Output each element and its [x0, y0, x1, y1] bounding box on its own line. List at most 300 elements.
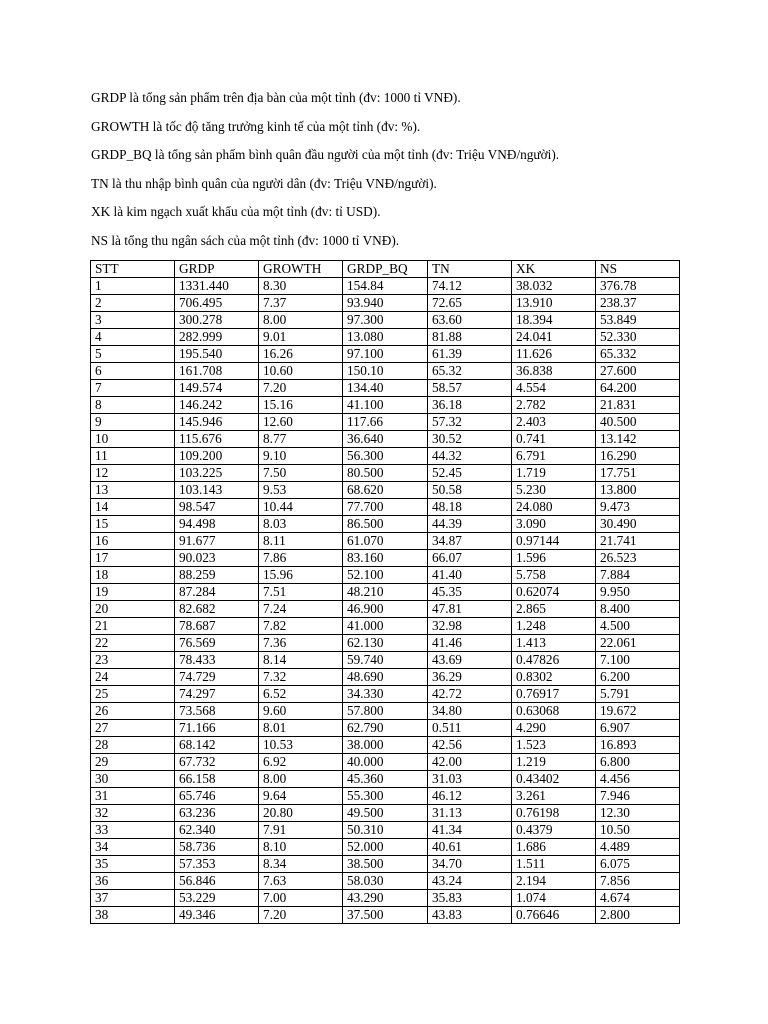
- cell-xk: 1.596: [512, 550, 596, 567]
- cell-stt: 29: [91, 754, 175, 771]
- table-row: [91, 907, 680, 924]
- table-row: [91, 635, 680, 652]
- cell-ns: 65.332: [596, 346, 680, 363]
- cell-grdp: 146.242: [175, 397, 259, 414]
- cell-growth: 7.91: [259, 822, 343, 839]
- cell-grdp-bq: 97.100: [343, 346, 428, 363]
- cell-tn: 30.52: [428, 431, 512, 448]
- table-row: [91, 788, 680, 805]
- table-row: [91, 618, 680, 635]
- cell-growth: 20.80: [259, 805, 343, 822]
- table-row: [91, 567, 680, 584]
- cell-ns: 53.849: [596, 312, 680, 329]
- cell-stt: 37: [91, 890, 175, 907]
- cell-tn: 42.00: [428, 754, 512, 771]
- cell-growth: 8.10: [259, 839, 343, 856]
- cell-grdp-bq: 83.160: [343, 550, 428, 567]
- table-row: [91, 686, 680, 703]
- cell-xk: 0.47826: [512, 652, 596, 669]
- cell-grdp: 58.736: [175, 839, 259, 856]
- cell-grdp: 109.200: [175, 448, 259, 465]
- cell-stt: 16: [91, 533, 175, 550]
- cell-grdp-bq: 49.500: [343, 805, 428, 822]
- cell-grdp: 103.225: [175, 465, 259, 482]
- cell-tn: 0.511: [428, 720, 512, 737]
- cell-grdp: 68.142: [175, 737, 259, 754]
- cell-tn: 52.45: [428, 465, 512, 482]
- header-grdp: GRDP: [175, 261, 259, 278]
- definition-grdp: GRDP là tổng sản phẩm trên địa bàn của một tỉnh (đv: 1000 tỉ VNĐ).: [91, 90, 461, 105]
- table-row: [91, 703, 680, 720]
- cell-xk: 38.032: [512, 278, 596, 295]
- cell-growth: 7.36: [259, 635, 343, 652]
- cell-grdp-bq: 77.700: [343, 499, 428, 516]
- table-row: [91, 601, 680, 618]
- cell-grdp: 161.708: [175, 363, 259, 380]
- cell-stt: 34: [91, 839, 175, 856]
- cell-ns: 6.200: [596, 669, 680, 686]
- table-row: [91, 499, 680, 516]
- cell-growth: 9.53: [259, 482, 343, 499]
- table-row: [91, 754, 680, 771]
- cell-growth: 9.01: [259, 329, 343, 346]
- cell-xk: 3.090: [512, 516, 596, 533]
- cell-grdp-bq: 43.290: [343, 890, 428, 907]
- cell-grdp-bq: 38.000: [343, 737, 428, 754]
- cell-ns: 6.800: [596, 754, 680, 771]
- cell-grdp: 282.999: [175, 329, 259, 346]
- cell-tn: 31.03: [428, 771, 512, 788]
- cell-growth: 7.37: [259, 295, 343, 312]
- cell-stt: 6: [91, 363, 175, 380]
- cell-grdp-bq: 117.66: [343, 414, 428, 431]
- cell-grdp: 78.687: [175, 618, 259, 635]
- cell-tn: 61.39: [428, 346, 512, 363]
- cell-growth: 12.60: [259, 414, 343, 431]
- cell-stt: 4: [91, 329, 175, 346]
- cell-grdp-bq: 46.900: [343, 601, 428, 618]
- table-row: [91, 482, 680, 499]
- table-row: [91, 278, 680, 295]
- header-tn: TN: [428, 261, 512, 278]
- cell-ns: 16.290: [596, 448, 680, 465]
- cell-ns: 19.672: [596, 703, 680, 720]
- cell-tn: 44.39: [428, 516, 512, 533]
- cell-stt: 1: [91, 278, 175, 295]
- table-row: [91, 669, 680, 686]
- cell-grdp: 74.729: [175, 669, 259, 686]
- cell-growth: 8.00: [259, 771, 343, 788]
- cell-grdp: 57.353: [175, 856, 259, 873]
- cell-grdp: 53.229: [175, 890, 259, 907]
- cell-xk: 24.080: [512, 499, 596, 516]
- cell-ns: 6.075: [596, 856, 680, 873]
- cell-grdp-bq: 58.030: [343, 873, 428, 890]
- definition-tn: TN là thu nhập bình quân của người dân (đv: Triệu VNĐ/người).: [91, 175, 437, 191]
- cell-stt: 36: [91, 873, 175, 890]
- table-row: [91, 873, 680, 890]
- cell-ns: 8.400: [596, 601, 680, 618]
- cell-grdp: 65.746: [175, 788, 259, 805]
- cell-grdp: 56.846: [175, 873, 259, 890]
- cell-growth: 7.32: [259, 669, 343, 686]
- cell-grdp-bq: 154.84: [343, 278, 428, 295]
- cell-grdp: 98.547: [175, 499, 259, 516]
- cell-growth: 16.26: [259, 346, 343, 363]
- cell-grdp-bq: 34.330: [343, 686, 428, 703]
- cell-tn: 47.81: [428, 601, 512, 618]
- cell-ns: 21.741: [596, 533, 680, 550]
- cell-growth: 8.03: [259, 516, 343, 533]
- cell-grdp: 145.946: [175, 414, 259, 431]
- cell-stt: 18: [91, 567, 175, 584]
- cell-grdp: 706.495: [175, 295, 259, 312]
- cell-grdp-bq: 59.740: [343, 652, 428, 669]
- table-row: [91, 533, 680, 550]
- cell-xk: 1.413: [512, 635, 596, 652]
- cell-ns: 30.490: [596, 516, 680, 533]
- cell-grdp: 88.259: [175, 567, 259, 584]
- cell-tn: 43.83: [428, 907, 512, 924]
- cell-tn: 58.57: [428, 380, 512, 397]
- cell-xk: 1.523: [512, 737, 596, 754]
- header-xk: XK: [512, 261, 596, 278]
- cell-tn: 44.32: [428, 448, 512, 465]
- cell-xk: 0.76198: [512, 805, 596, 822]
- cell-ns: 238.37: [596, 295, 680, 312]
- cell-grdp: 73.568: [175, 703, 259, 720]
- cell-ns: 12.30: [596, 805, 680, 822]
- cell-grdp-bq: 134.40: [343, 380, 428, 397]
- table-header: [91, 261, 680, 278]
- cell-stt: 35: [91, 856, 175, 873]
- table-row: [91, 652, 680, 669]
- cell-ns: 4.674: [596, 890, 680, 907]
- cell-growth: 8.14: [259, 652, 343, 669]
- cell-grdp-bq: 62.790: [343, 720, 428, 737]
- cell-ns: 10.50: [596, 822, 680, 839]
- cell-growth: 7.20: [259, 380, 343, 397]
- cell-tn: 63.60: [428, 312, 512, 329]
- cell-xk: 3.261: [512, 788, 596, 805]
- cell-tn: 41.46: [428, 635, 512, 652]
- cell-tn: 42.56: [428, 737, 512, 754]
- cell-stt: 27: [91, 720, 175, 737]
- definition-growth: GROWTH là tốc độ tăng trưởng kinh tế của một tỉnh (đv: %).: [91, 118, 421, 134]
- cell-tn: 50.58: [428, 482, 512, 499]
- cell-grdp: 90.023: [175, 550, 259, 567]
- cell-grdp-bq: 36.640: [343, 431, 428, 448]
- cell-growth: 9.10: [259, 448, 343, 465]
- cell-tn: 57.32: [428, 414, 512, 431]
- cell-tn: 32.98: [428, 618, 512, 635]
- cell-grdp-bq: 57.800: [343, 703, 428, 720]
- cell-stt: 13: [91, 482, 175, 499]
- table-row: [91, 465, 680, 482]
- cell-stt: 22: [91, 635, 175, 652]
- cell-grdp-bq: 55.300: [343, 788, 428, 805]
- cell-growth: 7.82: [259, 618, 343, 635]
- cell-grdp-bq: 93.940: [343, 295, 428, 312]
- cell-grdp: 74.297: [175, 686, 259, 703]
- cell-xk: 13.910: [512, 295, 596, 312]
- cell-tn: 34.70: [428, 856, 512, 873]
- cell-growth: 7.51: [259, 584, 343, 601]
- cell-ns: 376.78: [596, 278, 680, 295]
- cell-stt: 12: [91, 465, 175, 482]
- cell-grdp: 62.340: [175, 822, 259, 839]
- cell-xk: 1.511: [512, 856, 596, 873]
- table-row: [91, 737, 680, 754]
- cell-growth: 7.86: [259, 550, 343, 567]
- cell-grdp: 103.143: [175, 482, 259, 499]
- definition-ns: NS là tổng thu ngân sách của một tỉnh (đv: 1000 tỉ VNĐ).: [91, 232, 400, 248]
- cell-ns: 52.330: [596, 329, 680, 346]
- cell-ns: 7.884: [596, 567, 680, 584]
- cell-tn: 40.61: [428, 839, 512, 856]
- cell-growth: 10.44: [259, 499, 343, 516]
- table-row: [91, 380, 680, 397]
- cell-xk: 6.791: [512, 448, 596, 465]
- cell-growth: 8.11: [259, 533, 343, 550]
- cell-grdp: 71.166: [175, 720, 259, 737]
- cell-growth: 9.60: [259, 703, 343, 720]
- cell-grdp: 87.284: [175, 584, 259, 601]
- cell-xk: 36.838: [512, 363, 596, 380]
- cell-grdp: 76.569: [175, 635, 259, 652]
- cell-ns: 4.456: [596, 771, 680, 788]
- cell-ns: 17.751: [596, 465, 680, 482]
- cell-xk: 24.041: [512, 329, 596, 346]
- cell-stt: 10: [91, 431, 175, 448]
- cell-growth: 7.00: [259, 890, 343, 907]
- cell-grdp: 300.278: [175, 312, 259, 329]
- cell-xk: 1.719: [512, 465, 596, 482]
- cell-stt: 14: [91, 499, 175, 516]
- cell-stt: 2: [91, 295, 175, 312]
- cell-ns: 7.856: [596, 873, 680, 890]
- cell-xk: 5.230: [512, 482, 596, 499]
- cell-tn: 45.35: [428, 584, 512, 601]
- cell-ns: 9.473: [596, 499, 680, 516]
- table-row: [91, 431, 680, 448]
- header-ns: NS: [596, 261, 680, 278]
- cell-xk: 0.62074: [512, 584, 596, 601]
- table-row: [91, 720, 680, 737]
- cell-tn: 36.29: [428, 669, 512, 686]
- cell-stt: 25: [91, 686, 175, 703]
- table-row: [91, 414, 680, 431]
- cell-tn: 43.69: [428, 652, 512, 669]
- cell-grdp-bq: 80.500: [343, 465, 428, 482]
- cell-stt: 28: [91, 737, 175, 754]
- cell-ns: 7.100: [596, 652, 680, 669]
- header-grdp-bq: GRDP_BQ: [343, 261, 428, 278]
- cell-tn: 81.88: [428, 329, 512, 346]
- table-row: [91, 856, 680, 873]
- cell-ns: 2.800: [596, 907, 680, 924]
- cell-grdp: 78.433: [175, 652, 259, 669]
- cell-xk: 4.554: [512, 380, 596, 397]
- cell-ns: 13.800: [596, 482, 680, 499]
- cell-tn: 36.18: [428, 397, 512, 414]
- cell-tn: 65.32: [428, 363, 512, 380]
- cell-ns: 13.142: [596, 431, 680, 448]
- cell-grdp-bq: 52.000: [343, 839, 428, 856]
- cell-growth: 6.52: [259, 686, 343, 703]
- cell-ns: 21.831: [596, 397, 680, 414]
- cell-tn: 46.12: [428, 788, 512, 805]
- table-row: [91, 890, 680, 907]
- cell-growth: 7.63: [259, 873, 343, 890]
- cell-tn: 72.65: [428, 295, 512, 312]
- table-row: [91, 839, 680, 856]
- header-row: [91, 261, 680, 278]
- cell-stt: 17: [91, 550, 175, 567]
- cell-ns: 4.489: [596, 839, 680, 856]
- cell-tn: 42.72: [428, 686, 512, 703]
- cell-stt: 23: [91, 652, 175, 669]
- cell-xk: 11.626: [512, 346, 596, 363]
- cell-xk: 18.394: [512, 312, 596, 329]
- cell-grdp: 63.236: [175, 805, 259, 822]
- cell-grdp-bq: 41.100: [343, 397, 428, 414]
- cell-xk: 0.741: [512, 431, 596, 448]
- table-row: [91, 397, 680, 414]
- data-table: [90, 260, 680, 924]
- cell-xk: 0.76646: [512, 907, 596, 924]
- cell-xk: 2.782: [512, 397, 596, 414]
- cell-xk: 4.290: [512, 720, 596, 737]
- cell-tn: 74.12: [428, 278, 512, 295]
- table-row: [91, 822, 680, 839]
- cell-stt: 31: [91, 788, 175, 805]
- table-row: [91, 516, 680, 533]
- cell-stt: 19: [91, 584, 175, 601]
- cell-grdp: 149.574: [175, 380, 259, 397]
- cell-xk: 1.074: [512, 890, 596, 907]
- cell-stt: 20: [91, 601, 175, 618]
- table-row: [91, 312, 680, 329]
- cell-grdp-bq: 48.210: [343, 584, 428, 601]
- cell-xk: 0.97144: [512, 533, 596, 550]
- cell-grdp-bq: 45.360: [343, 771, 428, 788]
- cell-growth: 8.30: [259, 278, 343, 295]
- cell-grdp-bq: 41.000: [343, 618, 428, 635]
- cell-ns: 22.061: [596, 635, 680, 652]
- cell-ns: 40.500: [596, 414, 680, 431]
- cell-growth: 7.50: [259, 465, 343, 482]
- cell-growth: 15.16: [259, 397, 343, 414]
- cell-tn: 48.18: [428, 499, 512, 516]
- cell-ns: 27.600: [596, 363, 680, 380]
- cell-growth: 7.20: [259, 907, 343, 924]
- cell-growth: 8.77: [259, 431, 343, 448]
- cell-xk: 2.194: [512, 873, 596, 890]
- table-row: [91, 550, 680, 567]
- cell-grdp: 49.346: [175, 907, 259, 924]
- cell-xk: 1.686: [512, 839, 596, 856]
- header-stt: STT: [91, 261, 175, 278]
- table-row: [91, 584, 680, 601]
- cell-grdp-bq: 150.10: [343, 363, 428, 380]
- cell-grdp-bq: 13.080: [343, 329, 428, 346]
- variable-definitions: [91, 90, 731, 261]
- cell-tn: 41.34: [428, 822, 512, 839]
- cell-stt: 7: [91, 380, 175, 397]
- cell-grdp: 115.676: [175, 431, 259, 448]
- cell-grdp-bq: 38.500: [343, 856, 428, 873]
- cell-xk: 1.219: [512, 754, 596, 771]
- cell-grdp: 195.540: [175, 346, 259, 363]
- header-growth: GROWTH: [259, 261, 343, 278]
- cell-stt: 21: [91, 618, 175, 635]
- cell-growth: 10.53: [259, 737, 343, 754]
- cell-grdp: 66.158: [175, 771, 259, 788]
- cell-xk: 0.8302: [512, 669, 596, 686]
- cell-grdp-bq: 50.310: [343, 822, 428, 839]
- cell-tn: 34.80: [428, 703, 512, 720]
- cell-growth: 15.96: [259, 567, 343, 584]
- cell-grdp-bq: 40.000: [343, 754, 428, 771]
- table-body: [91, 278, 680, 924]
- cell-stt: 8: [91, 397, 175, 414]
- cell-stt: 38: [91, 907, 175, 924]
- definition-grdp-bq: GRDP_BQ là tổng sản phẩm bình quân đầu người của một tỉnh (đv: Triệu VNĐ/người).: [91, 147, 560, 162]
- cell-stt: 5: [91, 346, 175, 363]
- cell-ns: 9.950: [596, 584, 680, 601]
- cell-growth: 8.34: [259, 856, 343, 873]
- cell-tn: 34.87: [428, 533, 512, 550]
- cell-growth: 7.24: [259, 601, 343, 618]
- cell-growth: 9.64: [259, 788, 343, 805]
- cell-stt: 24: [91, 669, 175, 686]
- cell-xk: 2.403: [512, 414, 596, 431]
- cell-growth: 8.00: [259, 312, 343, 329]
- cell-tn: 66.07: [428, 550, 512, 567]
- table-row: [91, 295, 680, 312]
- cell-grdp-bq: 68.620: [343, 482, 428, 499]
- cell-xk: 1.248: [512, 618, 596, 635]
- cell-grdp-bq: 62.130: [343, 635, 428, 652]
- cell-grdp-bq: 86.500: [343, 516, 428, 533]
- cell-stt: 15: [91, 516, 175, 533]
- cell-stt: 33: [91, 822, 175, 839]
- cell-xk: 0.4379: [512, 822, 596, 839]
- cell-xk: 0.43402: [512, 771, 596, 788]
- cell-xk: 0.63068: [512, 703, 596, 720]
- cell-growth: 6.92: [259, 754, 343, 771]
- cell-grdp: 67.732: [175, 754, 259, 771]
- cell-xk: 0.76917: [512, 686, 596, 703]
- cell-growth: 8.01: [259, 720, 343, 737]
- cell-ns: 26.523: [596, 550, 680, 567]
- cell-grdp-bq: 37.500: [343, 907, 428, 924]
- cell-grdp: 91.677: [175, 533, 259, 550]
- cell-tn: 43.24: [428, 873, 512, 890]
- cell-tn: 31.13: [428, 805, 512, 822]
- cell-stt: 9: [91, 414, 175, 431]
- cell-stt: 3: [91, 312, 175, 329]
- cell-growth: 10.60: [259, 363, 343, 380]
- cell-stt: 32: [91, 805, 175, 822]
- cell-ns: 16.893: [596, 737, 680, 754]
- cell-grdp: 82.682: [175, 601, 259, 618]
- definition-xk: XK là kim ngạch xuất khẩu của một tỉnh (đv: tỉ USD).: [91, 204, 381, 219]
- cell-xk: 5.758: [512, 567, 596, 584]
- cell-stt: 30: [91, 771, 175, 788]
- cell-ns: 7.946: [596, 788, 680, 805]
